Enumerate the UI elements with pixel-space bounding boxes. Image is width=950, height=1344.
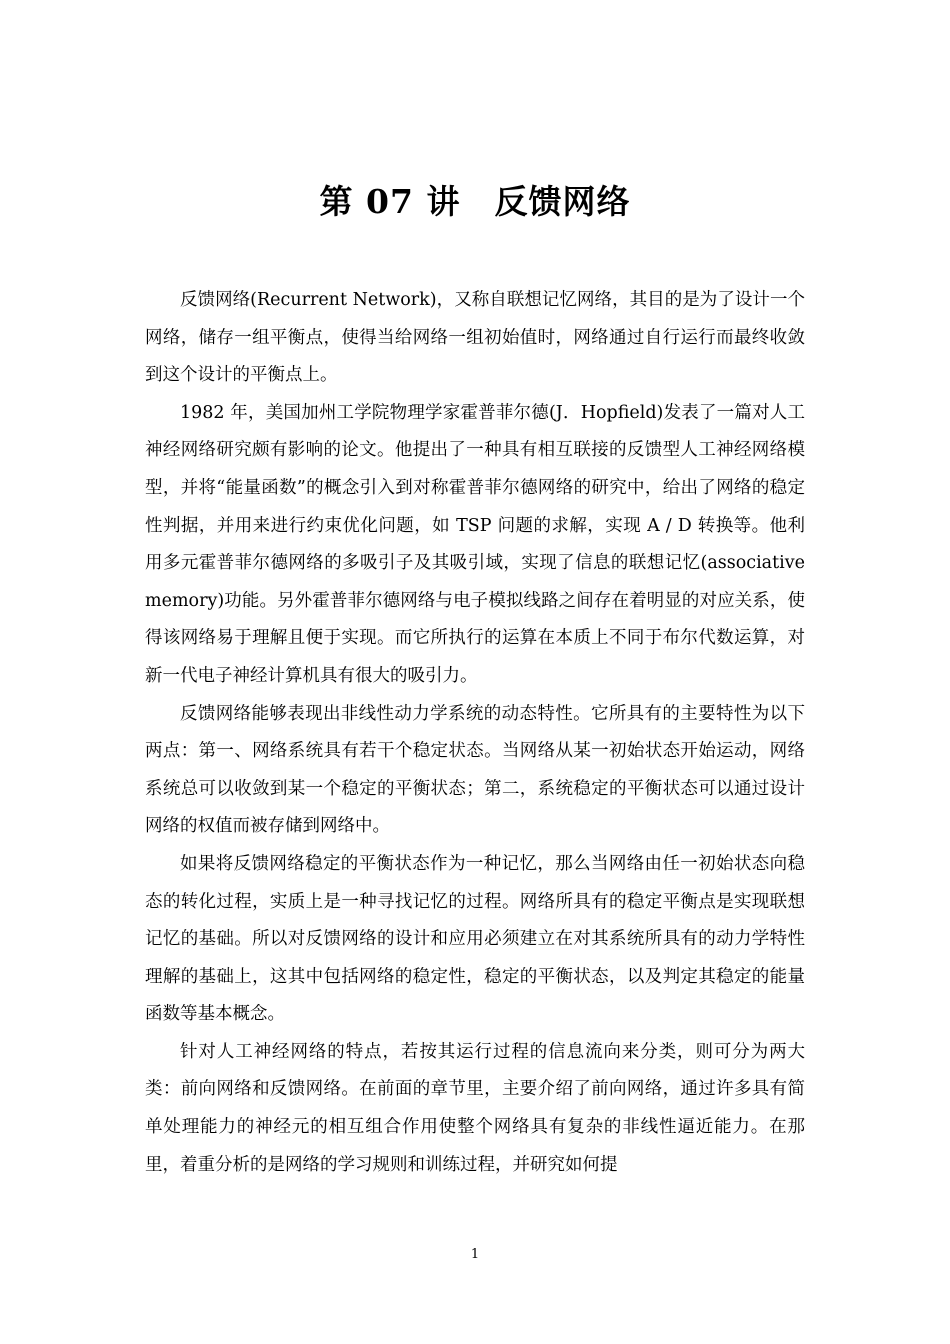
paragraph-5: 针对人工神经网络的特点，若按其运行过程的信息流向来分类，则可分为两大类：前向网络和反馈网络。在前面的章节里，主要介绍了前向网络，通过许多具有简单处理能力的神经元的相互组合作用使整个网络具有复杂的非线性逼近能力。在那里，着重分析的是网络的学习规则和训练过程，并研究如何提: [145, 1041, 805, 1175]
paragraph-4: 如果将反馈网络稳定的平衡状态作为一种记忆，那么当网络由任一初始状态向稳态的转化过程，实质上是一种寻找记忆的过程。网络所具有的稳定平衡点是实现联想记忆的基础。所以对反馈网络的设计和应用必须建立在对其系统所具有的动力学特性理解的基础上，这其中包括网络的稳定性，稳定的平衡状态，以及判定其稳定的能量函数等基本概念。: [145, 853, 805, 1025]
paragraph-2: 1982 年，美国加州工学院物理学家霍普菲尔德(J．Hopfield)发表了一篇对人工神经网络研究颇有影响的论文。他提出了一种具有相互联接的反馈型人工神经网络模型，并将“能量函数”的概念引入到对称霍普菲尔德网络的研究中，给出了网络的稳定性判据，并用来进行约束优化问题，如 TSP 问题的求解，实现 A / D 转换等。他利用多元霍普菲尔德网络的多吸引子及其吸引域，实现了信息的联想记忆(associative memory)功能。另外霍普菲尔德网络与电子模拟线路之间存在着明显的对应关系，使得该网络易于理解且便于实现。而它所执行的运算在本质上不同于布尔代数运算，对新一代电子神经计算机具有很大的吸引力。: [145, 402, 805, 686]
page-number: 1: [470, 1247, 480, 1262]
paragraph-3: 反馈网络能够表现出非线性动力学系统的动态特性。它所具有的主要特性为以下两点：第一、网络系统具有若干个稳定状态。当网络从某一初始状态开始运动，网络系统总可以收敛到某一个稳定的平衡状态；第二，系统稳定的平衡状态可以通过设计网络的权值而被存储到网络中。: [145, 703, 805, 837]
body-text: [145, 282, 805, 1184]
page-title: 第 07 讲 反馈网络: [319, 182, 631, 222]
paragraph-1: 反馈网络(Recurrent Network)，又称自联想记忆网络，其目的是为了设计一个网络，储存一组平衡点，使得当给网络一组初始值时，网络通过自行运行而最终收敛到这个设计的平衡点上。: [145, 290, 805, 386]
